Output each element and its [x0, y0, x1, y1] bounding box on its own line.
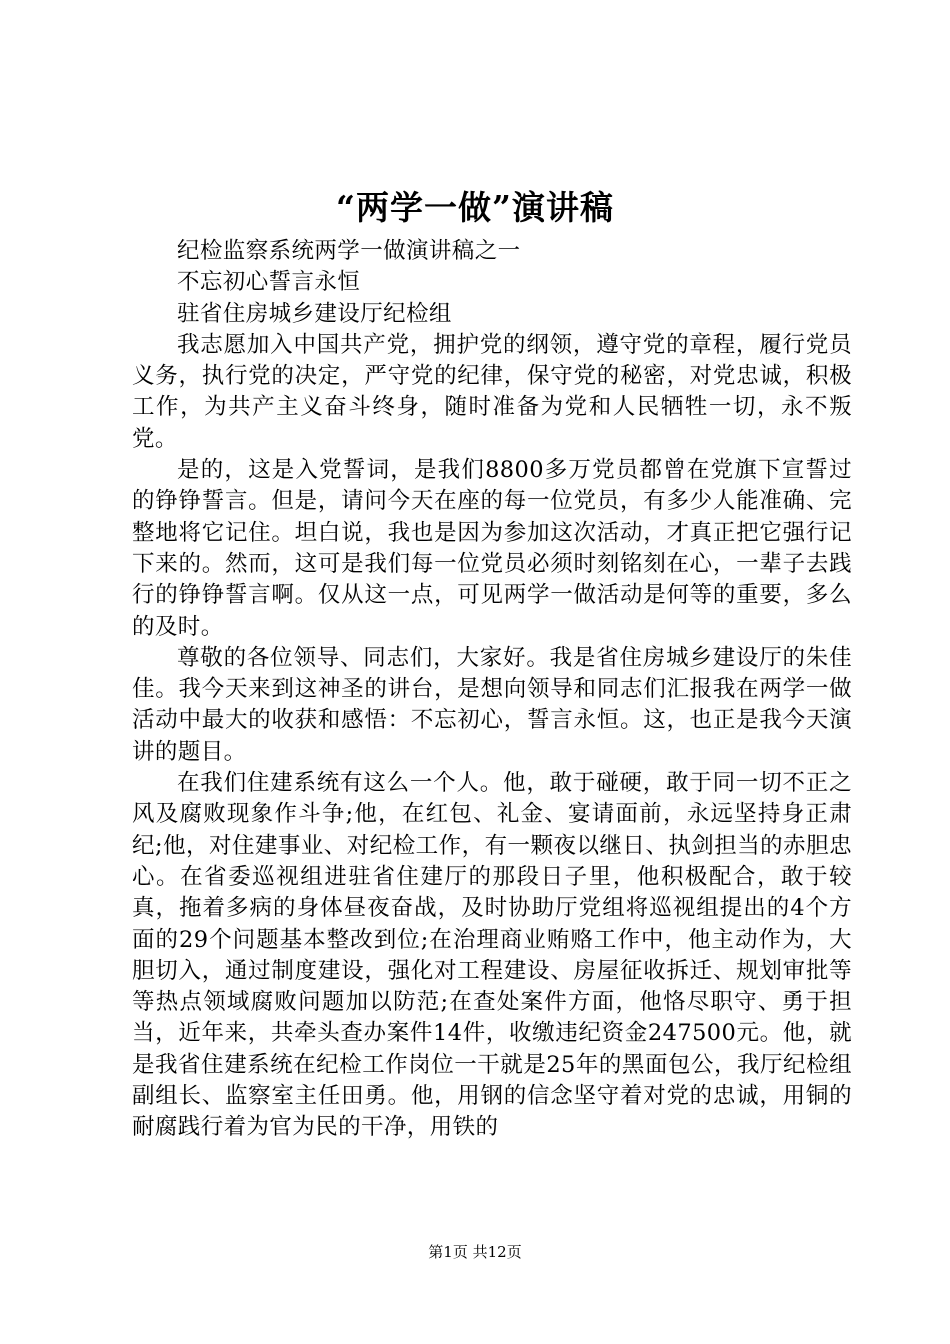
body-paragraph: 我志愿加入中国共产党，拥护党的纲领，遵守党的章程，履行党员义务，执行党的决定，严守党的纪律，保守党的秘密，对党忠诚，积极工作，为共产主义奋斗终身，随时准备为党和人民牺牲一切，永不叛党。	[132, 331, 852, 452]
body-paragraph: 在我们住建系统有这么一个人。他，敢于碰硬，敢于同一切不正之风及腐败现象作斗争;他，在红包、礼金、宴请面前，永远坚持身正肃纪;他，对住建事业、对纪检工作，有一颗夜以继日、执剑担当的赤胆忠心。在省委巡视组进驻省住建厅的那段日子里，他积极配合，敢于较真，拖着多病的身体昼夜奋战，及时协助厅党组将巡视组提出的4个方面的29个问题基本整改到位;在治理商业贿赂工作中，他主动作为，大胆切入，通过制度建设，强化对工程建设、房屋征收拆迁、规划审批等等热点领域腐败问题加以防范;在查处案件方面，他恪尽职守、勇于担当，近年来，共牵头查办案件14件，收缴违纪资金247500元。他，就是我省住建系统在纪检工作岗位一干就是25年的黑面包公，我厅纪检组副组长、监察室主任田勇。他，用钢的信念坚守着对党的忠诚，用铜的耐腐践行着为官为民的干净，用铁的	[132, 770, 852, 1141]
document-body	[132, 236, 852, 1144]
body-paragraph: 是的，这是入党誓词，是我们8800多万党员都曾在党旗下宣誓过的铮铮誓言。但是，请问今天在座的每一位党员，有多少人能准确、完整地将它记住。坦白说，我也是因为参加这次活动，才真正把它强行记下来的。然而，这可是我们每一位党员必须时刻铭刻在心，一辈子去践行的铮铮誓言啊。仅从这一点，可见两学一做活动是何等的重要，多么的及时。	[132, 457, 852, 640]
page-number-footer: 第1页 共12页	[428, 1243, 522, 1261]
document-title: “两学一做”演讲稿	[336, 188, 614, 227]
speech-title-line: 不忘初心誓言永恒	[177, 269, 361, 296]
subtitle-line: 纪检监察系统两学一做演讲稿之一	[177, 238, 521, 264]
author-line: 驻省住房城乡建设厅纪检组	[177, 300, 452, 327]
body-paragraph: 尊敬的各位领导、同志们，大家好。我是省住房城乡建设厅的朱佳佳。我今天来到这神圣的讲台，是想向领导和同志们汇报我在两学一做活动中最大的收获和感悟：不忘初心，誓言永恒。这，也正是我今天演讲的题目。	[132, 644, 852, 765]
